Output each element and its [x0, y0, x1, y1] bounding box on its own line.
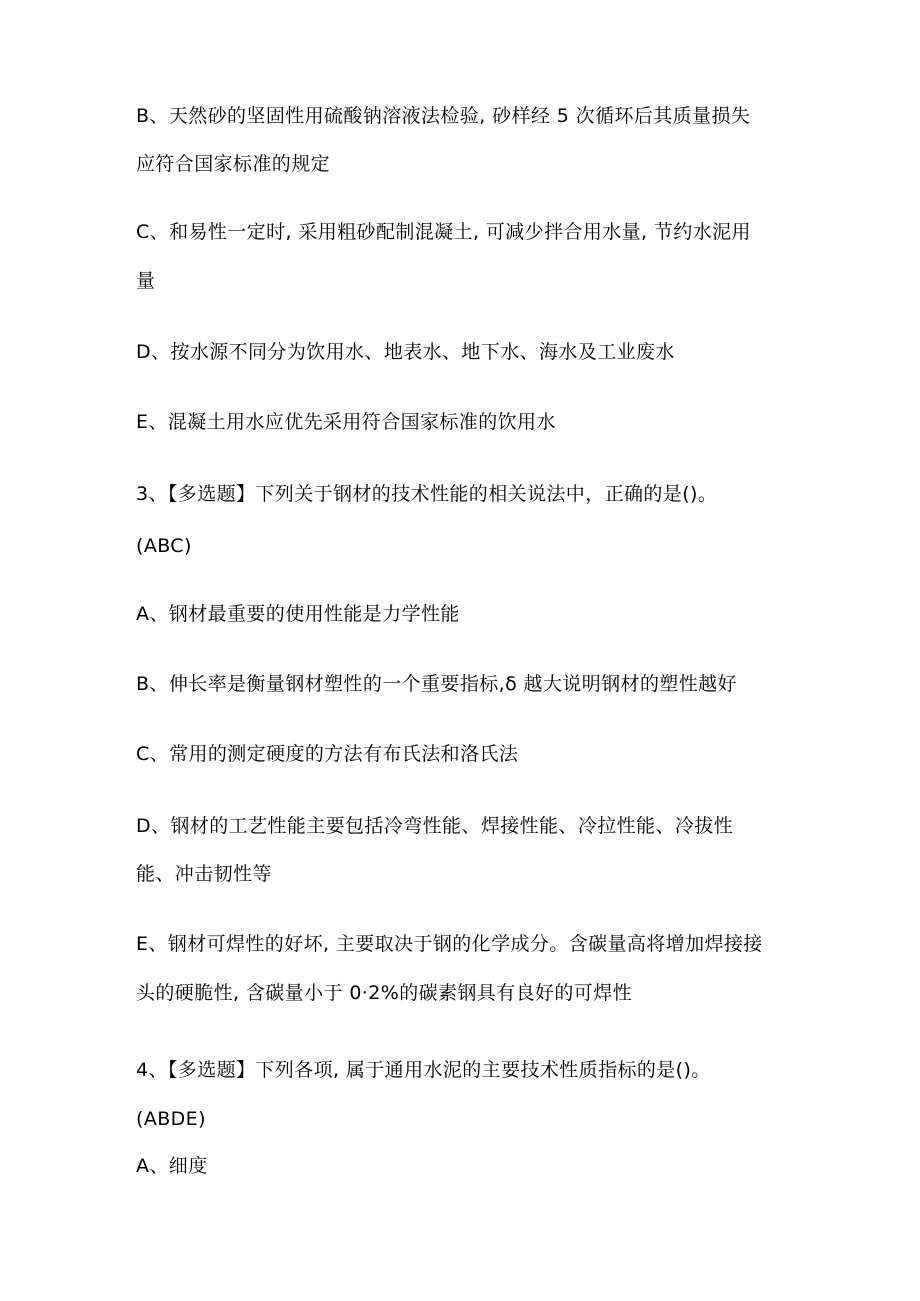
q3-option-e-line-2: 头的硬脆性, 含碳量小于 0·2%的碳素钢具有良好的可焊性 — [136, 982, 632, 1004]
option-c-line-1: C、和易性一定时, 采用粗砂配制混凝土, 可减少拌合用水量, 节约水泥用 — [136, 221, 751, 243]
q3-option-b: B、伸长率是衡量钢材塑性的一个重要指标,δ 越大说明钢材的塑性越好 — [136, 673, 737, 695]
option-c-line-2: 量 — [136, 270, 156, 292]
option-b-line-1: B、天然砂的坚固性用硫酸钠溶液法检验, 砂样经 5 次循环后其质量损失 — [136, 105, 751, 127]
option-d-line: D、按水源不同分为饮用水、地表水、地下水、海水及工业废水 — [136, 341, 675, 363]
q3-option-c: C、常用的测定硬度的方法有布氏法和洛氏法 — [136, 743, 519, 765]
question-3-text: 3、【多选题】下列关于钢材的技术性能的相关说法中，正确的是()。 — [136, 483, 718, 505]
q3-option-e-line-1: E、钢材可焊性的好坏, 主要取决于钢的化学成分。含碳量高将增加焊接接 — [136, 933, 763, 955]
option-e-line: E、混凝土用水应优先采用符合国家标准的饮用水 — [136, 411, 556, 433]
q3-option-d-line-2: 能、冲击韧性等 — [136, 863, 272, 885]
question-4-text: 4、【多选题】下列各项, 属于通用水泥的主要技术性质指标的是()。 — [136, 1059, 711, 1081]
q3-option-d-line-1: D、钢材的工艺性能主要包括冷弯性能、焊接性能、冷拉性能、冷拔性 — [136, 815, 734, 837]
q3-option-a: A、钢材最重要的使用性能是力学性能 — [136, 603, 460, 625]
option-b-line-2: 应符合国家标准的规定 — [136, 153, 331, 175]
q4-option-a: A、细度 — [136, 1155, 208, 1177]
question-4-answer: (ABDE) — [136, 1108, 206, 1130]
question-3-answer: (ABC) — [136, 535, 192, 557]
